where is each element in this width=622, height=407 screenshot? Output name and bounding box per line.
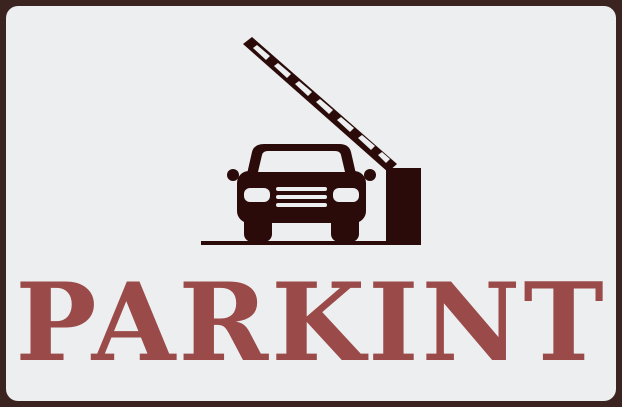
barrier-post <box>386 168 421 245</box>
logo-card <box>6 6 616 401</box>
brand-wordmark: PARKINT <box>15 260 607 386</box>
car-windshield <box>258 151 345 172</box>
car-headlight-left <box>244 188 270 202</box>
ground-line <box>201 241 421 245</box>
car-grille <box>276 187 327 207</box>
car-headlight-right <box>333 188 359 202</box>
